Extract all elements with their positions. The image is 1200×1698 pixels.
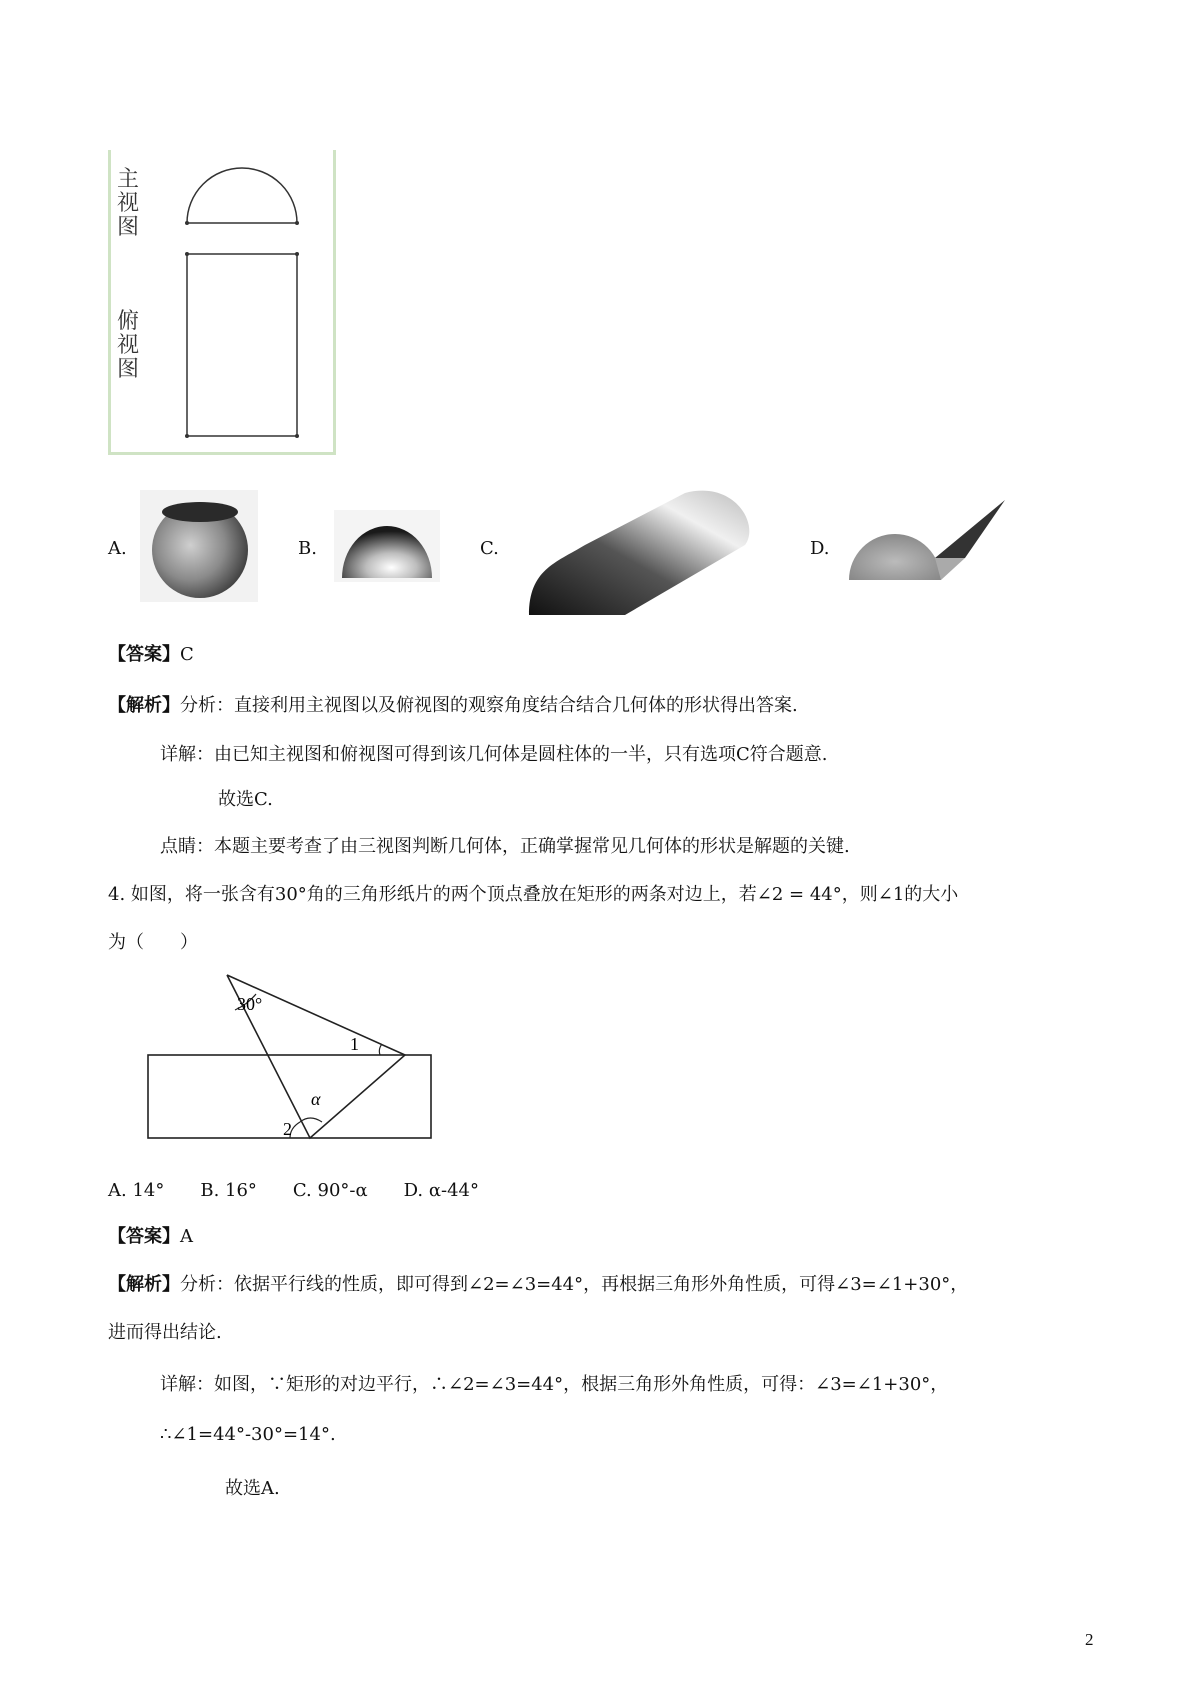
q4-options: A. 14° B. 16° C. 90°-α D. α-44° [108, 1180, 480, 1201]
page-number: 2 [1085, 1630, 1094, 1649]
sphere-with-opening-icon [140, 490, 258, 602]
q4-stem-line2: 为（ ） [108, 932, 198, 953]
q4-choose: 故选A. [225, 1478, 280, 1499]
half-cylinder-icon [525, 485, 757, 625]
q4-detail-line2: ∴∠1=44°-30°=14°. [160, 1424, 336, 1445]
q3-detail: 详解：由已知主视图和俯视图可得到该几何体是圆柱体的一半，只有选项C符合题意. [160, 744, 828, 765]
q3-analysis: 【解析】分析：直接利用主视图以及俯视图的观察角度结合结合几何体的形状得出答案. [108, 695, 798, 716]
triangle-rectangle-figure [140, 970, 440, 1150]
q3-comment: 点睛：本题主要考查了由三视图判断几何体，正确掌握常见几何体的形状是解题的关键. [160, 836, 850, 857]
angle-2-label: 2 [283, 1119, 292, 1139]
angle-alpha-label: α [311, 1089, 321, 1109]
q4-answer: 【答案】A [108, 1226, 193, 1247]
angle-30-label: 30° [237, 994, 263, 1014]
top-view-label: 俯 视 图 [116, 309, 139, 382]
angle-1-label: 1 [350, 1034, 359, 1054]
half-cone-icon [845, 498, 1015, 583]
option-a-label: A. [108, 538, 127, 559]
q4-analysis: 【解析】分析：依据平行线的性质，即可得到∠2=∠3=44°，再根据三角形外角性质，可得∠3=∠1+30°， [108, 1274, 969, 1295]
q4-analysis-line2: 进而得出结论. [108, 1322, 222, 1343]
q4-detail-line1: 详解：如图，∵矩形的对边平行，∴∠2=∠3=44°，根据三角形外角性质，可得：∠3=∠1+30°， [160, 1374, 949, 1395]
front-view-semicircle [187, 168, 297, 223]
front-view-label: 主 视 图 [116, 167, 139, 240]
view-drawings [180, 158, 305, 448]
top-view-rectangle [187, 254, 297, 436]
option-d-label: D. [810, 538, 830, 559]
option-b-label: B. [298, 538, 317, 559]
hemisphere-icon [334, 510, 440, 582]
q4-stem-line1: 4. 如图，将一张含有30°角的三角形纸片的两个顶点叠放在矩形的两条对边上，若∠2 = 44°，则∠1的大小 [108, 884, 959, 905]
q3-choose: 故选C. [218, 789, 273, 810]
q3-answer: 【答案】C [108, 644, 194, 665]
option-c-label: C. [480, 538, 499, 559]
